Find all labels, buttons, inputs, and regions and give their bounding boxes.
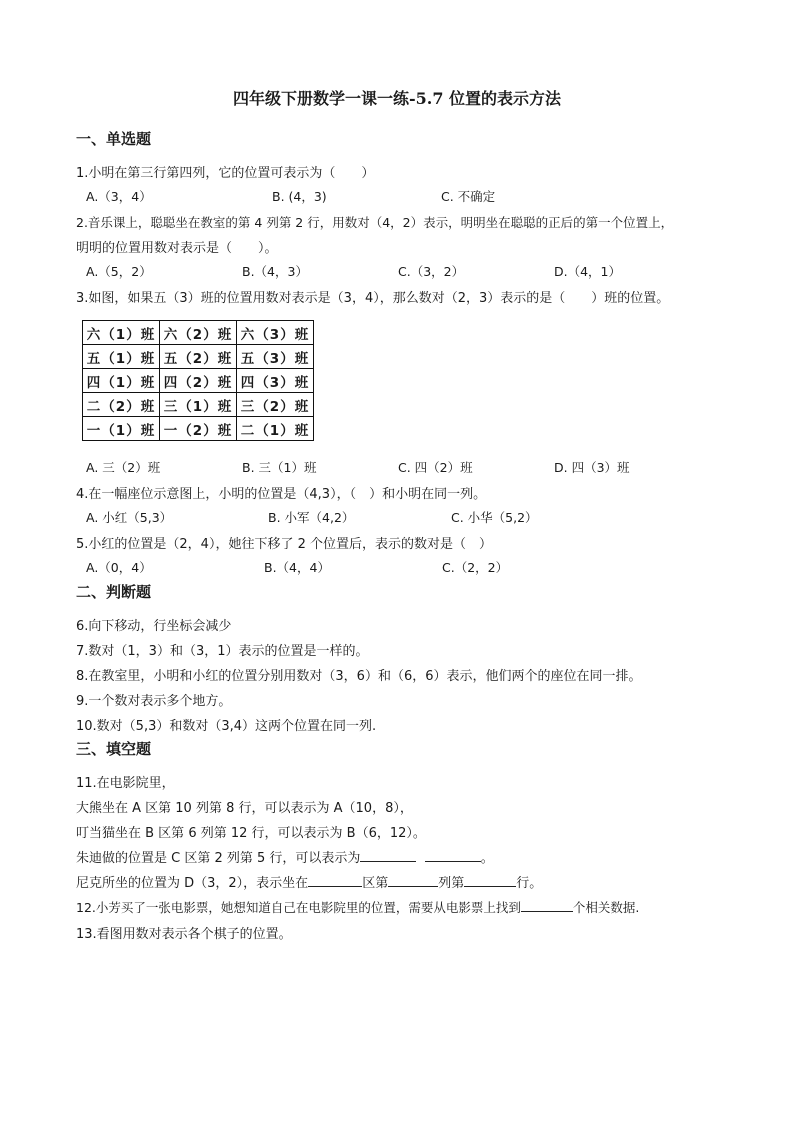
answer-blank[interactable] bbox=[308, 873, 362, 887]
table-cell: 四（3）班 bbox=[237, 369, 314, 393]
q11-line5-col: 列第 bbox=[438, 876, 465, 891]
q2-option-a: A.（5，2） bbox=[86, 264, 152, 279]
table-cell: 一（2）班 bbox=[160, 417, 237, 441]
question-13: 13.看图用数对表示各个棋子的位置。 bbox=[76, 927, 292, 942]
question-6: 6.向下移动，行坐标会减少 bbox=[76, 619, 232, 634]
table-cell: 二（2）班 bbox=[83, 393, 160, 417]
answer-blank[interactable] bbox=[388, 873, 438, 887]
q5-option-b: B.（4，4） bbox=[264, 560, 330, 575]
question-11-line-2: 大熊坐在 A 区第 10 列第 8 行，可以表示为 A（10，8）， bbox=[76, 801, 413, 816]
table-cell: 一（1）班 bbox=[83, 417, 160, 441]
question-2-line-1: 2.音乐课上，聪聪坐在教室的第 4 列第 2 行，用数对（4，2）表示，明明坐在聪聪的正后的第一个位置上， bbox=[76, 215, 674, 230]
q11-line5-text: 尼克所坐的位置为 D（3，2），表示坐在 bbox=[76, 876, 309, 891]
q2-option-b: B.（4，3） bbox=[242, 264, 308, 279]
q3-option-c: C. 四（2）班 bbox=[398, 460, 473, 475]
question-1: 1.小明在第三行第四列，它的位置可表示为（ ） bbox=[76, 166, 375, 181]
section-heading-fill-blank: 三、填空题 bbox=[76, 740, 152, 758]
q4-option-c: C. 小华（5,2） bbox=[451, 510, 538, 525]
table-cell: 五（3）班 bbox=[237, 345, 314, 369]
q12-text: 12.小芳买了一张电影票，她想知道自己在电影院里的位置，需要从电影票上找到 bbox=[76, 900, 521, 915]
page-title: 四年级下册数学一课一练-5.7 位置的表示方法 bbox=[232, 89, 562, 108]
answer-blank[interactable] bbox=[360, 848, 416, 862]
question-5: 5.小红的位置是（2，4），她往下移了 2 个位置后，表示的数对是（ ） bbox=[76, 537, 492, 552]
table-cell: 三（2）班 bbox=[237, 393, 314, 417]
q11-line5-area: 区第 bbox=[362, 876, 389, 891]
question-4: 4.在一幅座位示意图上，小明的位置是（4,3），（ ）和小明在同一列。 bbox=[76, 487, 487, 502]
q3-option-d: D. 四（3）班 bbox=[554, 460, 630, 475]
section-heading-single-choice: 一、单选题 bbox=[76, 130, 152, 148]
question-3: 3.如图，如果五（3）班的位置用数对表示是（3，4），那么数对（2，3）表示的是（ ）班的位置。 bbox=[76, 291, 670, 306]
class-position-table bbox=[82, 320, 314, 441]
question-11-line-5 bbox=[76, 872, 542, 891]
q12-end: 个相关数据. bbox=[572, 900, 640, 915]
question-2-line-2: 明明的位置用数对表示是（ ）。 bbox=[76, 241, 278, 256]
table-cell: 三（1）班 bbox=[160, 393, 237, 417]
table-cell: 六（3）班 bbox=[237, 321, 314, 345]
question-11-line-3: 叮当猫坐在 B 区第 6 列第 12 行，可以表示为 B（6，12）。 bbox=[76, 826, 426, 841]
q3-option-a: A. 三（2）班 bbox=[86, 460, 161, 475]
q5-option-a: A.（0，4） bbox=[86, 560, 152, 575]
q11-line5-row: 行。 bbox=[516, 876, 543, 891]
q1-option-c: C. 不确定 bbox=[441, 189, 496, 204]
table-cell: 五（1）班 bbox=[83, 345, 160, 369]
q11-line4-text: 朱迪做的位置是 C 区第 2 列第 5 行，可以表示为 bbox=[76, 851, 361, 866]
section-heading-judgement: 二、判断题 bbox=[76, 583, 152, 601]
q1-option-b: B. (4，3) bbox=[272, 189, 327, 204]
table-cell: 四（1）班 bbox=[83, 369, 160, 393]
question-7: 7.数对（1，3）和（3，1）表示的位置是一样的。 bbox=[76, 644, 369, 659]
q4-option-a: A. 小红（5,3） bbox=[86, 510, 173, 525]
table-cell: 二（1）班 bbox=[237, 417, 314, 441]
q2-option-c: C.（3，2） bbox=[398, 264, 465, 279]
answer-blank[interactable] bbox=[425, 848, 481, 862]
q4-option-b: B. 小军（4,2） bbox=[268, 510, 355, 525]
q1-option-a: A.（3，4） bbox=[86, 189, 152, 204]
answer-blank[interactable] bbox=[521, 898, 573, 912]
answer-blank[interactable] bbox=[464, 873, 516, 887]
question-8: 8.在教室里，小明和小红的位置分别用数对（3，6）和（6，6）表示，他们两个的座位在同一排。 bbox=[76, 669, 642, 684]
question-11-line-4 bbox=[76, 847, 494, 866]
q5-option-c: C.（2，2） bbox=[442, 560, 509, 575]
q3-option-b: B. 三（1）班 bbox=[242, 460, 317, 475]
question-12 bbox=[76, 898, 639, 916]
q2-option-d: D.（4，1） bbox=[554, 264, 622, 279]
table-cell: 四（2）班 bbox=[160, 369, 237, 393]
table-cell: 五（2）班 bbox=[160, 345, 237, 369]
question-10: 10.数对（5,3）和数对（3,4）这两个位置在同一列. bbox=[76, 719, 377, 734]
table-cell: 六（2）班 bbox=[160, 321, 237, 345]
q11-line4-end: 。 bbox=[480, 851, 494, 866]
question-11-line-1: 11.在电影院里， bbox=[76, 776, 175, 791]
question-9: 9.一个数对表示多个地方。 bbox=[76, 694, 232, 709]
table-cell: 六（1）班 bbox=[83, 321, 160, 345]
